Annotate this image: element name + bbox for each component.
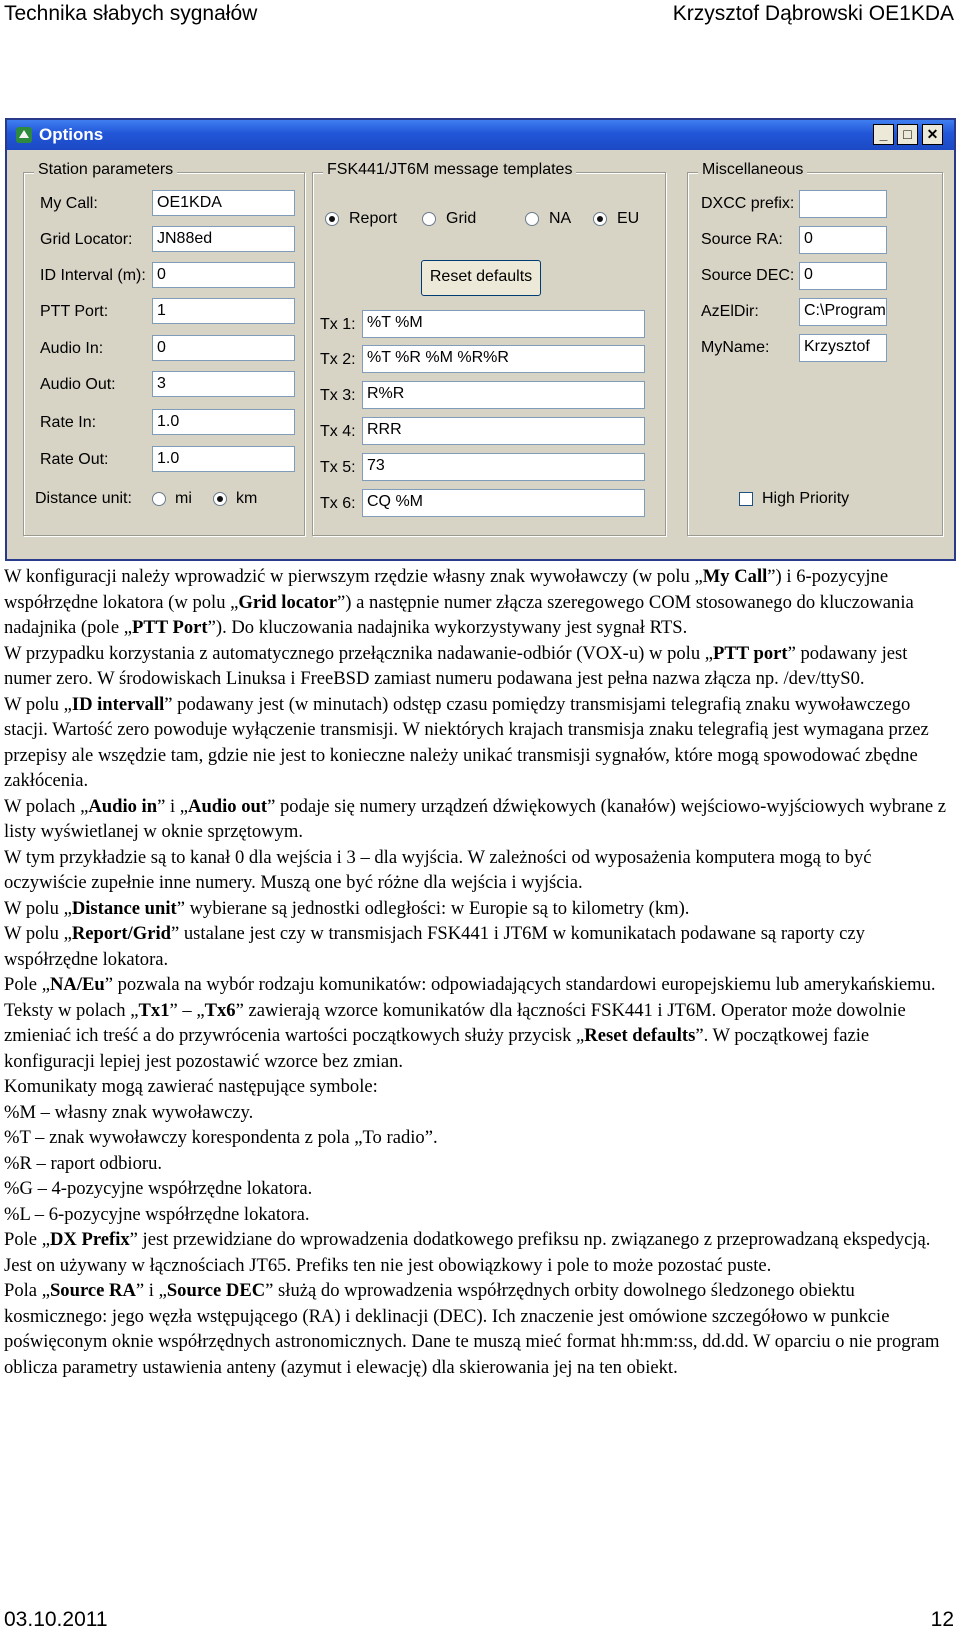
source-dec-input[interactable]: 0	[799, 262, 887, 290]
my-call-label: My Call:	[40, 195, 98, 212]
paragraph: %T – znak wywoławczy korespondenta z pola „To radio”.	[4, 1127, 438, 1148]
id-interval-label: ID Interval (m):	[40, 267, 146, 284]
title-bar[interactable]	[7, 120, 954, 150]
paragraph: %M – własny znak wywoławczy.	[4, 1101, 254, 1123]
tx5-label: Tx 5:	[320, 459, 356, 476]
na-radio[interactable]	[525, 212, 539, 226]
tx6-label: Tx 6:	[320, 495, 356, 512]
azeldir-input[interactable]: C:\Program	[799, 298, 887, 326]
grid-locator-label: Grid Locator:	[40, 231, 133, 248]
paragraph: Pole „NA/Eu” pozwala na wybór rodzaju komunikatów: odpowiadających standardowi europejskiemu lub amerykańskiemu.	[4, 974, 936, 995]
distance-unit-label: Distance unit:	[35, 490, 132, 507]
source-ra-label: Source RA:	[701, 231, 783, 248]
rate-in-label: Rate In:	[40, 414, 97, 431]
paragraph: Teksty w polach „Tx1” – „Tx6” zawierają wzorce komunikatów dla łączności FSK441 i JT6M. Operator może dowolnie zmieniać ich treść a do przywrócenia wartości początkowych służy przycisk „Reset defaults”. W początkowej fazie konfiguracji lepiej jest pozostawić wzorce bez zmian.	[4, 999, 906, 1072]
paragraph: Pola „Source RA” i „Source DEC” służą do wprowadzenia współrzędnych orbity dowolnego śledzonego obiektu kosmicznego: jego węzła wstępującego (RA) i deklinacji (DEC). Ich znaczenie jest omówione szczegółowo w punkcie poświęconym oknie współrzędnych astronomicznych. Dane te muszą mieć format hh:mm:ss, dd.dd. W oparciu o nie program oblicza parametry ustawienia anteny (azymut i elewację) dla skierowania jej na ten obiekt.	[4, 1280, 940, 1378]
grid-radio[interactable]	[422, 212, 436, 226]
paragraph: %L – 6-pozycyjne współrzędne lokatora.	[4, 1203, 310, 1225]
id-interval-input[interactable]: 0	[152, 262, 295, 288]
high-priority-label: High Priority	[762, 490, 850, 507]
rate-in-input[interactable]: 1.0	[152, 409, 295, 435]
body-text	[4, 564, 956, 1380]
ptt-port-label: PTT Port:	[40, 303, 109, 320]
maximize-button[interactable]: □	[897, 124, 918, 145]
footer-page-number: 12	[930, 1608, 954, 1631]
tx3-label: Tx 3:	[320, 387, 356, 404]
paragraph: W polu „Report/Grid” ustalane jest czy w transmisjach FSK441 i JT6M w komunikatach podawane są raporty czy współrzędne lokatora.	[4, 923, 865, 970]
tx1-label: Tx 1:	[320, 316, 356, 333]
minimize-button[interactable]: _	[873, 124, 894, 145]
myname-input[interactable]: Krzysztof	[799, 334, 887, 362]
rate-out-label: Rate Out:	[40, 451, 109, 468]
audio-out-input[interactable]: 3	[152, 371, 295, 397]
close-button[interactable]: ✕	[922, 124, 943, 145]
header-title: Technika słabych sygnałów	[4, 2, 258, 25]
source-dec-label: Source DEC:	[701, 267, 795, 284]
paragraph: W polach „Audio in” i „Audio out” podaje się numery urządzeń dźwiękowych (kanałów) wejściowo-wyjściowych wybrane z listy wyświetlanej w oknie sprzętowym.	[4, 795, 947, 842]
rate-out-input[interactable]: 1.0	[152, 446, 295, 472]
eu-label: EU	[617, 210, 640, 227]
station-group-title: Station parameters	[34, 161, 177, 179]
templates-group-title: FSK441/JT6M message templates	[323, 161, 576, 179]
grid-label: Grid	[446, 210, 477, 227]
footer-date: 03.10.2011	[4, 1608, 108, 1631]
paragraph: W przypadku korzystania z automatycznego przełącznika nadawanie-odbiór (VOX-u) w polu „PTT port” podawany jest numer zero. W środowiskach Linuksa i FreeBSD zamiast numeru podawana jest pełna nazwa złącza np. /dev/ttyS0.	[4, 642, 908, 689]
unit-mi-radio[interactable]	[152, 492, 166, 506]
window-title: Options	[39, 125, 104, 144]
paragraph: W polu „ID intervall” podawany jest (w minutach) odstęp czasu pomiędzy transmisjami telegrafią znaku wywoławczego stacji. Wartość zero powoduje wyłączenie transmisji. W niektórych krajach transmisja znaku telegrafią jest wymagana przez przepisy ale wszędzie tam, gdzie nie jest to konieczne należy unikać transmisji sygnałów, które mogą spowodować zbędne zakłócenia.	[4, 693, 929, 791]
ptt-port-input[interactable]: 1	[152, 298, 295, 324]
misc-group-title: Miscellaneous	[698, 161, 807, 179]
report-radio[interactable]	[325, 212, 339, 226]
my-call-input[interactable]: OE1KDA	[152, 190, 295, 216]
tx4-label: Tx 4:	[320, 423, 356, 440]
eu-radio[interactable]	[593, 212, 607, 226]
paragraph: W tym przykładzie są to kanał 0 dla wejścia i 3 – dla wyjścia. W zależności od wyposażenia komputera mogą to być oczywiście zupełnie inne numery. Muszą one być różne dla wejścia i wyjścia.	[4, 846, 872, 893]
dxcc-prefix-label: DXCC prefix:	[701, 195, 795, 212]
audio-in-input[interactable]: 0	[152, 335, 295, 361]
options-dialog	[5, 118, 956, 561]
high-priority-checkbox[interactable]	[739, 492, 753, 506]
tx2-input[interactable]: %T %R %M %R%R	[362, 345, 645, 373]
unit-km-radio[interactable]	[213, 492, 227, 506]
unit-km-label: km	[236, 490, 258, 507]
paragraph: W polu „Distance unit” wybierane są jednostki odległości: w Europie są to kilometry (km).	[4, 897, 690, 919]
tx2-label: Tx 2:	[320, 351, 356, 368]
paragraph: Pole „DX Prefix” jest przewidziane do wprowadzenia dodatkowego prefiksu np. związanego z przeprowadzaną ekspedycją. Jest on używany w łącznościach JT65. Prefiks ten nie jest obowiązkowy i pole to może pozostać puste.	[4, 1229, 931, 1276]
paragraph: Komunikaty mogą zawierać następujące symbole:	[4, 1076, 378, 1097]
paragraph: W konfiguracji należy wprowadzić w pierwszym rzędzie własny znak wywoławczy (w polu „My Call”) i 6-pozycyjne współrzędne lokatora (w polu „Grid locator”) a następnie numer złącza szeregowego COM stosowanego do kluczowania nadajnika (pole „PTT Port”). Do kluczowania nadajnika wykorzystywany jest sygnał RTS.	[4, 566, 914, 638]
source-ra-input[interactable]: 0	[799, 226, 887, 254]
audio-in-label: Audio In:	[40, 340, 104, 357]
paragraph: %R – raport odbioru.	[4, 1152, 163, 1174]
na-label: NA	[549, 210, 572, 227]
app-icon	[15, 126, 33, 144]
tx5-input[interactable]: 73	[362, 453, 645, 481]
dxcc-prefix-input[interactable]	[799, 190, 887, 218]
tx4-input[interactable]: RRR	[362, 417, 645, 445]
tx3-input[interactable]: R%R	[362, 381, 645, 409]
tx6-input[interactable]: CQ %M	[362, 489, 645, 517]
grid-locator-input[interactable]: JN88ed	[152, 226, 295, 252]
myname-label: MyName:	[701, 339, 770, 356]
unit-mi-label: mi	[175, 490, 192, 507]
paragraph: %G – 4-pozycyjne współrzędne lokatora.	[4, 1178, 313, 1199]
header-author: Krzysztof Dąbrowski OE1KDA	[672, 2, 954, 25]
report-label: Report	[349, 210, 398, 227]
azeldir-label: AzElDir:	[701, 303, 759, 320]
tx1-input[interactable]: %T %M	[362, 310, 645, 338]
audio-out-label: Audio Out:	[40, 376, 116, 393]
reset-defaults-button[interactable]: Reset defaults	[421, 260, 541, 296]
